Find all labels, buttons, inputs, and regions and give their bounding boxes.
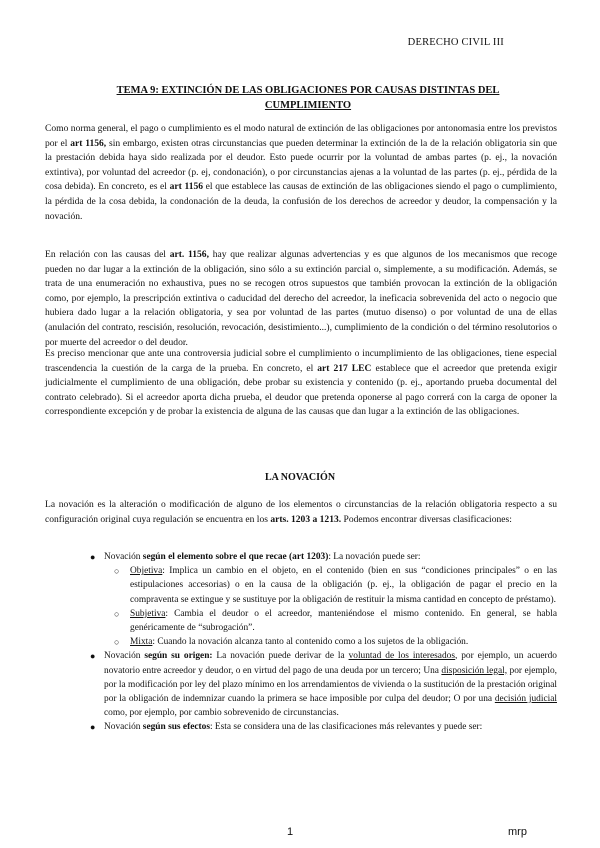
page-title: TEMA 9: EXTINCIÓN DE LAS OBLIGACIONES POR CAUSAS DISTINTAS DEL CUMPLIMIENTO bbox=[116, 85, 500, 111]
sub-bullet-icon: ○ bbox=[114, 637, 120, 648]
article-ref: art 1156, bbox=[70, 137, 107, 149]
bullet-icon: ● bbox=[90, 552, 96, 562]
article-ref: art 217 LEC bbox=[317, 362, 372, 374]
classification-list bbox=[90, 550, 557, 735]
sub-bullet-icon: ○ bbox=[114, 608, 120, 619]
term: Objetiva bbox=[130, 566, 163, 577]
bullet-icon: ● bbox=[90, 651, 96, 662]
course-header: DERECHO CIVIL III bbox=[407, 37, 504, 48]
term: Mixta bbox=[130, 637, 153, 648]
article-ref: art 1156 bbox=[169, 181, 204, 193]
paragraph-causes: En relación con las causas del art. 1156, hay que realizar algunas advertencias y es que algunos de los mecanismos que recoge pueden no dar lugar a la extinción de la obligación, sino sólo a su extinción parcial o, simplemente, a su modificación. Además, se trata de una enumeración no exhaustiva, pues no se recogen otros supuestos que también provocan la extinción de la obligación como, por ejemplo, la prescripción extintiva o caducidad del derecho del acreedor, la ineficacia sobrevenida del acto o negocio que hubiera dado lugar a la relación obligatoria, y sea por voluntad de las partes (mutuo disenso) o por voluntad de una de ellas (anulación del contrato, rescisión, resolución, revocación, desistimiento...), cumplimiento de la condición o del término resolutorios o por muerte del acreedor o del deudor. bbox=[45, 249, 558, 348]
term: Subjetiva bbox=[130, 608, 166, 619]
page-number: 1 bbox=[287, 826, 294, 838]
sub-bullet-icon: ○ bbox=[114, 566, 120, 577]
paragraph-novation: La novación es la alteración o modificación de alguno de los elementos o circunstancias de la relación obligatoria respecto a su configuración original cuya regulación se encuentra en los arts. 1203 a 1213. Podemos encontrar diversas clasificaciones: bbox=[45, 499, 557, 525]
author-initials: mrp bbox=[508, 826, 527, 838]
article-ref: arts. 1203 a 1213. bbox=[270, 513, 342, 525]
article-ref: art. 1156, bbox=[169, 249, 209, 260]
section-title: LA NOVACIÓN bbox=[264, 472, 336, 483]
list-item: ● Novación según sus efectos: Esta se considera una de las clasificaciones más relevantes y puede ser: bbox=[90, 720, 557, 734]
list-item: ● Novación según su origen: La novación puede derivar de la voluntad de los interesados, por ejemplo, un acuerdo novatorio entre acreedor y deudor, o en virtud del pago de una deuda por un tercero; Una disposición legal, por ejemplo, por la modificación por ley del plazo mínimo en los arrendamientos de vivienda o la sustitución de la prestación original por la obligación de indemnizar cuando la primera se hace imposible por culpa del deudor; O por una decisión judicial como, por ejemplo, por cambio sobrevenido de circunstancias. bbox=[90, 651, 557, 719]
paragraph-intro: Como norma general, el pago o cumplimiento es el modo natural de extinción de las obligaciones por antonomasia entre los previstos por el art 1156, sin embargo, existen otras circunstancias que pueden determinar la extinción de la de la relación obligatoria sin que la prestación debida haya sido realizada por el deudor. Esto puede ocurrir por la voluntad de ambas partes (p. ej., la novación extintiva), por voluntad del acreedor (p. ej, condonación), o por circunstancias ajenas a la voluntad de las partes (p. ej., pérdida de la cosa debida). En concreto, es el art 1156 el que establece las causas de extinción de las obligaciones siendo el pago o cumplimiento, la pérdida de la cosa debida, la condonación de la deuda, la confusión de los derechos de acreedor y deudor, la compensación y la novación. bbox=[45, 123, 558, 222]
sub-list-item: ○ Subjetiva: Cambia el deudor o el acreedor, manteniéndose el mismo contenido. En general, se habla genéricamente de “subrogación”. bbox=[114, 608, 557, 634]
list-item: ● Novación según el elemento sobre el que recae (art 1203): La novación puede ser: bbox=[90, 550, 557, 564]
sub-list-item: ○ Mixta: Cuando la novación alcanza tanto al contenido como a los sujetos de la obligación. bbox=[90, 635, 557, 649]
sub-list-item: ○ Objetiva: Implica un cambio en el objeto, en el contenido (bien en sus “condiciones principales” o en las estipulaciones accesorias) o en la causa de la obligación (p. ej., la obligación de pagar el precio en la compraventa se extingue y se sustituye por la obligación de restituir la misma cantidad en concepto de préstamo). bbox=[114, 566, 557, 605]
bullet-icon: ● bbox=[90, 722, 96, 733]
paragraph-burden-of-proof: Es preciso mencionar que ante una controversia judicial sobre el cumplimiento o incumplimiento de las obligaciones, tiene especial trascendencia la cuestión de la carga de la prueba. En concreto, el art 217 LEC establece que el acreedor que pretenda exigir judicialmente el cumplimiento de una obligación, debe probar su existencia y contenido (p. ej., aportando prueba documental del contrato celebrado). Si el acreedor aporta dicha prueba, el deudor que pretenda oponerse al pago correrá con la carga de oponer la correspondiente excepción y de probar la existencia de alguna de las causas que dan lugar a la extinción de las obligaciones. bbox=[45, 348, 557, 418]
